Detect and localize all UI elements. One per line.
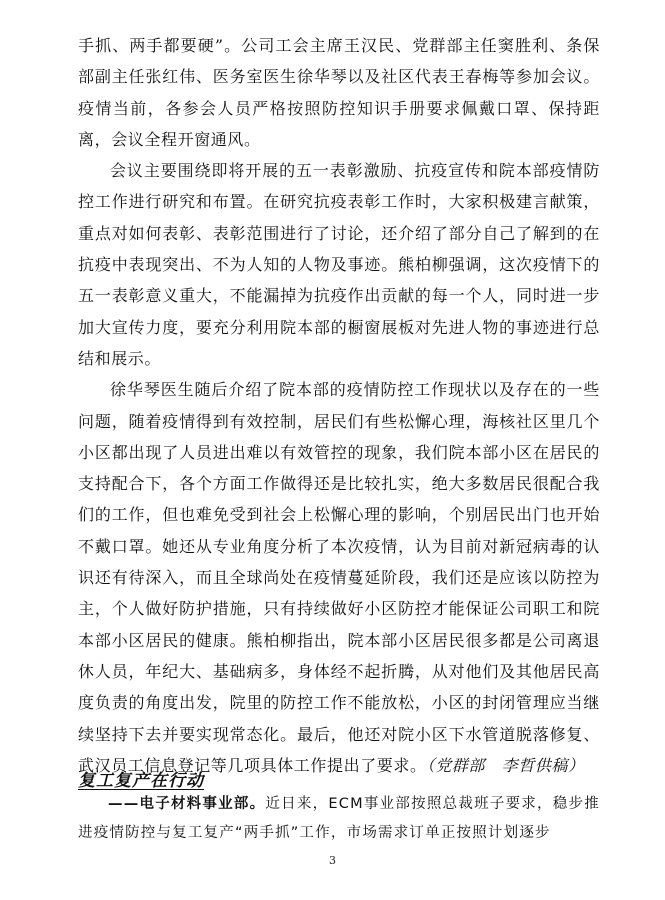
page-number: 3	[329, 854, 336, 867]
paragraph-meeting-attendees: 手抓、两手都要硬”。公司工会主席王汉民、党群部主任窦胜利、条保部副主任张红伟、医务室医生徐华琴以及社区代表王春梅等参加会议。疫情当前，各参会人员严格按照防控知识手册要求佩戴口罩、保持距离，会议全程开窗通风。	[78, 36, 600, 149]
section-title: 复工复产在行动	[78, 771, 204, 791]
author-byline: （党群部 李哲供稿）	[426, 755, 585, 775]
section-paragraph	[78, 790, 600, 848]
paragraph-meeting-topics: 会议主要围绕即将开展的五一表彰激励、抗疫宣传和院本部疫情防控工作进行研究和布置。在研究抗疫表彰工作时，大家积极建言献策，重点对如何表彰、表彰范围进行了讨论，还介绍了部分自己了解到的在抗疫中表现突出、不为人知的人物及事迹。熊柏柳强调，这次疫情下的五一表彰意义重大，不能漏掉为抗疫作出贡献的每一个人，同时进一步加大宣传力度，要充分利用院本部的橱窗展板对先进人物的事迹进行总结和展示。	[78, 161, 600, 368]
section-lead: ——电子材料事业部。	[108, 796, 266, 812]
paragraph-epidemic-status	[78, 374, 600, 781]
paragraph-epidemic-status-text: 徐华琴医生随后介绍了院本部的疫情防控工作现状以及存在的一些问题，随着疫情得到有效控制，居民们有些松懈心理，海核社区里几个小区都出现了人员进出难以有效管控的现象，我们院本部小区在居民的支持配合下，各个方面工作做得还是比较扎实，绝大多数居民很配合我们的工作，但也难免受到社会上松懈心理的影响，个别居民出门也开始不戴口罩。她还从专业角度分析了本次疫情，认为目前对新冠病毒的认识还有待深入，而且全球尚处在疫情蔓延阶段，我们还是应该以防控为主，个人做好防护措施，只有持续做好小区防控才能保证公司职工和院本部小区居民的健康。熊柏柳指出，院本部小区居民很多都是公司离退休人员，年纪大、基础病多，身体经不起折腾，从对他们及其他居民高度负责的角度出发，院里的防控工作不能放松，小区的封闭管理应当继续坚持下去并要实现常态化。最后，他还对院小区下水管道脱落修复、武汉员工信息登记等几项具体工作提出了要求。	[78, 380, 600, 775]
section-body-text: 近日来，ECM事业部按照总裁班子要求，稳步推进疫情防控与复工复产“两手抓”工作，市场需求订单正按照计划逐步	[78, 796, 600, 841]
article-body	[78, 30, 600, 781]
